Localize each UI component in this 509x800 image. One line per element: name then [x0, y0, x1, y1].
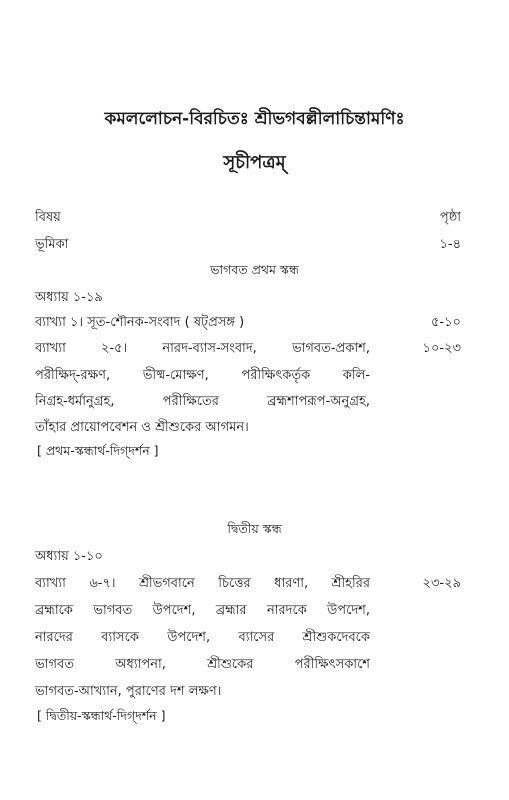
section2-entry1-line2: ব্রহ্মাকে ভাগবত উপদেশ, ব্রহ্মার নারদকে উপদেশ, — [35, 603, 370, 618]
section1-chapters: অধ্যায় ১-১৯ — [35, 290, 103, 305]
section1-entry2-page: ১০-২৩ — [422, 341, 461, 356]
section1-summary: [ প্রথম-স্কন্ধার্থ-দিগ্‌দর্শন ] — [37, 443, 159, 458]
intro-label: ভূমিকা — [35, 237, 69, 252]
section1-entry1-text: ব্যাখ্যা ১। সূত-শৌনক-সংবাদ ( ষট্প্রসঙ্গ ) — [35, 315, 245, 330]
section1-entry2-line4: তাঁহার প্রায়োপবেশন ও শ্রীশুকের আগমন। — [35, 420, 249, 435]
intro-page: ১-৪ — [439, 237, 461, 252]
section2-entry1-line5: ভাগবত-আখ্যান, পুরাণের দশ লক্ষণ। — [35, 684, 222, 699]
section2-entry1-line1: ব্যাখ্যা ৬-৭। শ্রীভগবানে চিত্তের ধারণা, শ্রীহরির — [35, 576, 370, 591]
toc-heading: সূচীপত্রম্ — [223, 152, 286, 173]
section2-chapters: অধ্যায় ১-১০ — [35, 549, 103, 564]
section2-entry1-line4: ভাগবত অধ্যাপনা, শ্রীশুকের পরীক্ষিৎসকাশে — [35, 657, 370, 672]
column-page: পৃষ্ঠা — [439, 210, 461, 225]
column-subject: বিষয় — [35, 210, 61, 225]
section1-title: ভাগবত প্রথম স্কন্ধ — [210, 262, 299, 277]
section1-entry2-line3: নিগ্রহ-ধর্মানুগ্রহ, পরীক্ষিতের ব্রহ্মশাপরূপ-অনুগ্রহ, — [35, 394, 370, 409]
book-title: কমললোচন-বিরচিতঃ শ্রীভগবল্লীলাচিন্তামণিঃ — [104, 109, 405, 129]
section2-entry1-page: ২৩-২৯ — [422, 576, 461, 591]
section1-entry1-page: ৫-১০ — [430, 315, 461, 330]
section1-entry2-line2: পরীক্ষিদ্-রক্ষণ, ভীষ্ম-মোক্ষণ, পরীক্ষিৎকর্তৃক কলি- — [35, 368, 370, 383]
section2-entry1-line3: নারদের ব্যাসকে উপদেশ, ব্যাসের শ্রীশুকদেবকে — [35, 630, 370, 645]
section1-entry2-line1: ব্যাখ্যা ২-৫। নারদ-ব্যাস-সংবাদ, ভাগবত-প্রকাশ, — [35, 341, 370, 356]
section2-summary: [ দ্বিতীয়-স্কন্ধার্থ-দিগ্‌দর্শন ] — [37, 708, 166, 723]
section2-title: দ্বিতীয় স্কন্ধ — [227, 521, 282, 536]
